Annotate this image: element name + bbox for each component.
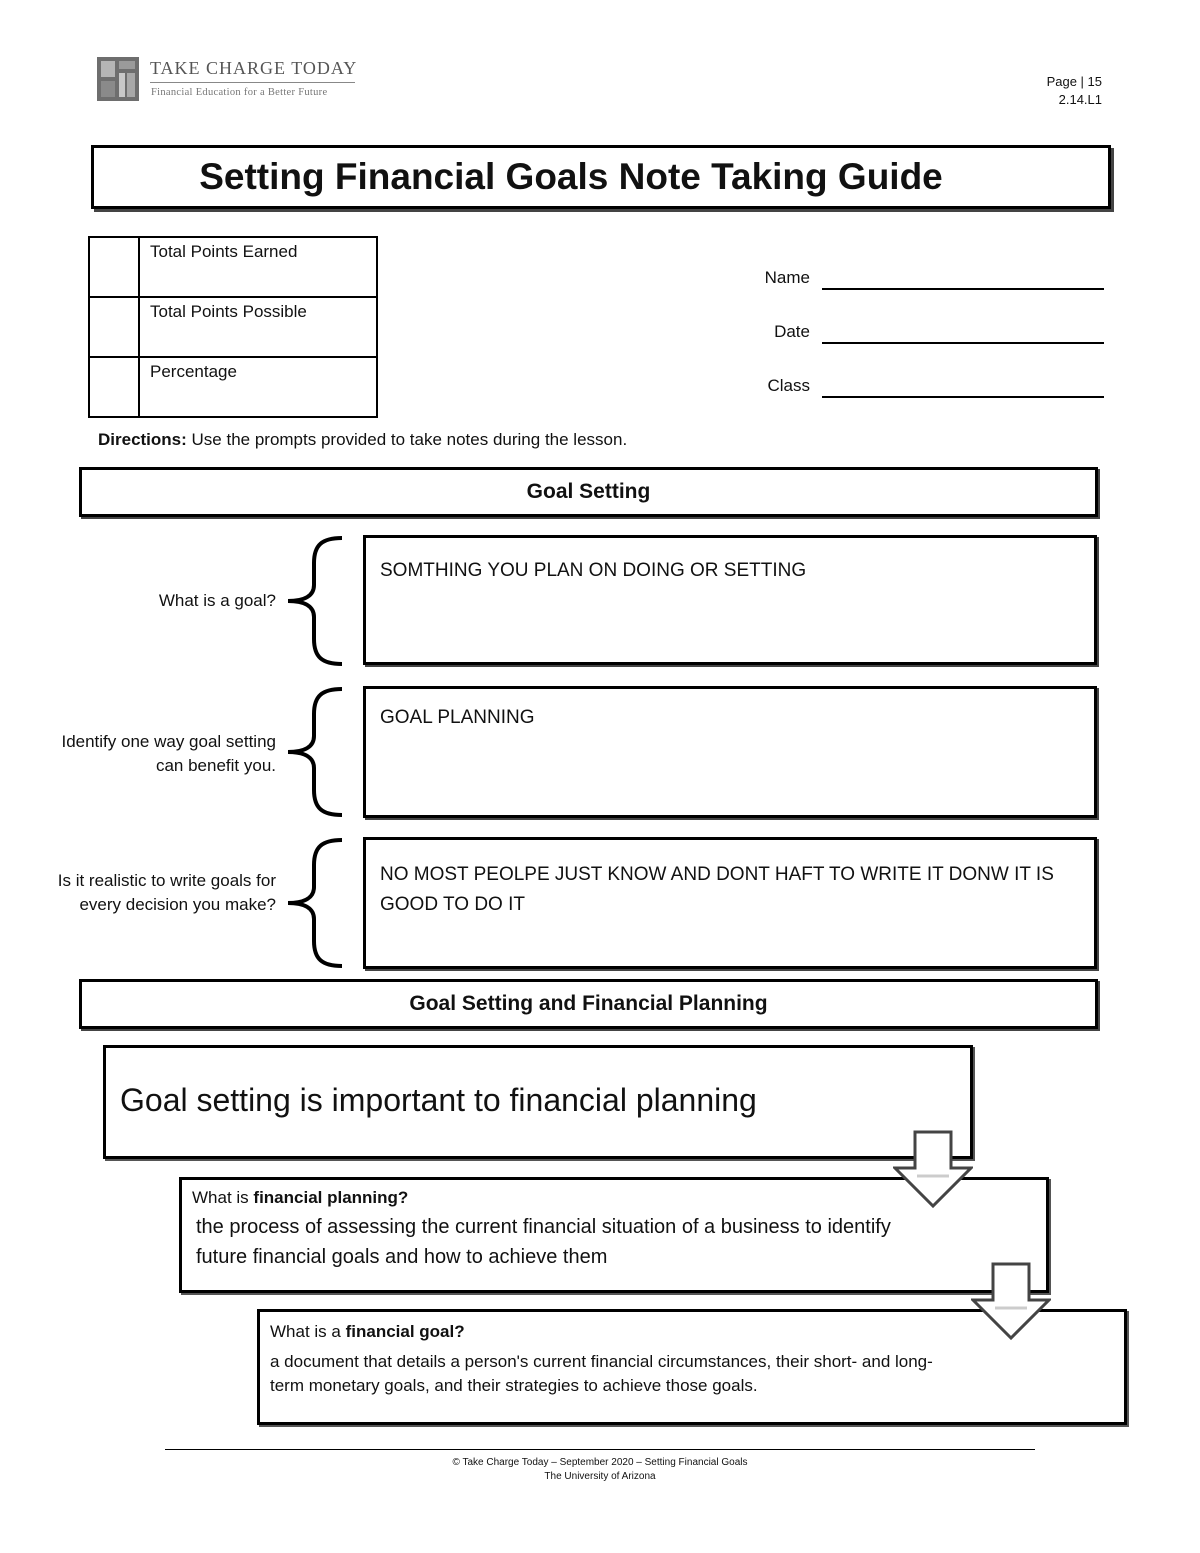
logo-divider xyxy=(150,82,355,83)
section-heading-financial-planning: Goal Setting and Financial Planning xyxy=(79,979,1098,1029)
score-label: Total Points Possible xyxy=(139,297,377,357)
brace-icon xyxy=(284,686,344,818)
name-label: Name xyxy=(764,268,810,287)
footer-copyright: © Take Charge Today – September 2020 – Setting Financial Goals xyxy=(452,1457,748,1468)
page-number xyxy=(1047,73,1102,109)
footer-university: The University of Arizona xyxy=(544,1471,656,1482)
brace-icon xyxy=(284,535,344,667)
down-arrow-icon xyxy=(893,1130,973,1210)
score-cell-possible[interactable] xyxy=(89,297,139,357)
financial-planning-answer[interactable]: the process of assessing the current financial situation of a business to identify future financial goals and how to achieve them xyxy=(196,1216,891,1268)
logo-title: TAKE CHARGE TODAY xyxy=(150,58,358,78)
footer-divider xyxy=(165,1449,1035,1450)
brace-icon xyxy=(284,837,344,969)
name-field[interactable] xyxy=(822,288,1104,290)
page-label: Page | 15 xyxy=(1046,74,1102,89)
title-box xyxy=(91,145,1111,209)
question-prefix: What is xyxy=(192,1188,254,1207)
logo-icon xyxy=(97,57,139,101)
question-prompt: Is it realistic to write goals for every decision you make? xyxy=(57,871,276,914)
score-cell-percentage[interactable] xyxy=(89,357,139,417)
question-bold: financial goal? xyxy=(345,1322,465,1341)
logo-tagline: Financial Education for a Better Future xyxy=(151,87,328,98)
directions-text: Use the prompts provided to take notes during the lesson. xyxy=(186,430,628,449)
answer-box[interactable]: GOAL PLANNING xyxy=(363,686,1097,818)
statement-text: Goal setting is important to financial planning xyxy=(120,1082,757,1118)
score-row xyxy=(89,237,377,297)
statement-box xyxy=(103,1045,973,1159)
question-prefix: What is a xyxy=(270,1322,346,1341)
page-title: Setting Financial Goals Note Taking Guide xyxy=(199,156,943,197)
doc-code: 2.14.L1 xyxy=(1058,92,1102,107)
date-label: Date xyxy=(774,322,810,341)
score-cell-earned[interactable] xyxy=(89,237,139,297)
section-heading-goal-setting: Goal Setting xyxy=(79,467,1098,517)
down-arrow-icon xyxy=(971,1262,1051,1342)
score-row xyxy=(89,297,377,357)
financial-goal-answer[interactable]: a document that details a person's current financial circumstances, their short- and long-term monetary goals, and their strategies to achieve those goals. xyxy=(270,1352,933,1395)
directions-label: Directions: xyxy=(98,430,187,449)
score-label: Total Points Earned xyxy=(139,237,377,297)
score-table xyxy=(88,236,378,418)
score-label: Percentage xyxy=(139,357,377,417)
answer-box[interactable]: NO MOST PEOLPE JUST KNOW AND DONT HAFT TO WRITE IT DONW IT IS GOOD TO DO IT xyxy=(363,837,1097,969)
answer-box[interactable]: SOMTHING YOU PLAN ON DOING OR SETTING xyxy=(363,535,1097,665)
question-bold: financial planning? xyxy=(253,1188,409,1207)
question-prompt: Identify one way goal setting can benefit you. xyxy=(61,732,276,775)
directions xyxy=(98,430,627,450)
score-row xyxy=(89,357,377,417)
class-label: Class xyxy=(767,376,810,395)
date-field[interactable] xyxy=(822,342,1104,344)
question-prompt: What is a goal? xyxy=(158,591,276,610)
class-field[interactable] xyxy=(822,396,1104,398)
